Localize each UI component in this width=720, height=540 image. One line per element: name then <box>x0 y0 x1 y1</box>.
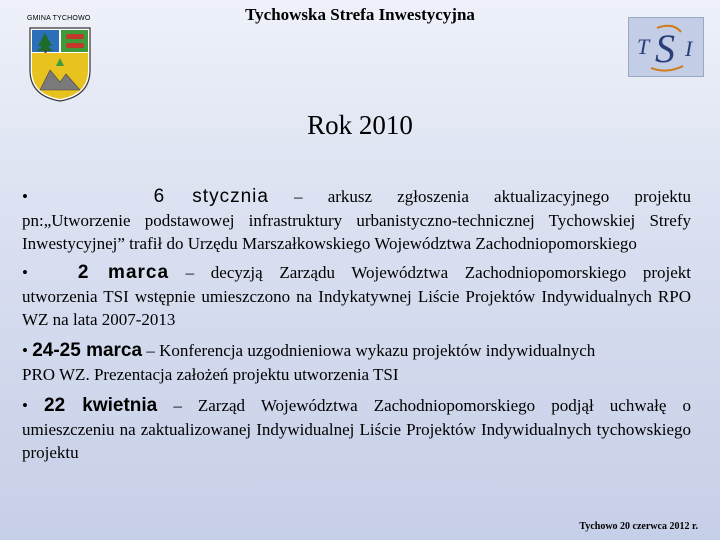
list-item <box>22 185 691 255</box>
gmina-label: GMINA TYCHOWO <box>27 15 91 22</box>
header-title: Tychowska Strefa Inwestycyjna <box>245 5 475 24</box>
item-date: 2 marca <box>77 262 170 283</box>
item-lead: – Zarząd Województwa Zachodniopomorskiego podjął uchwałę o <box>173 396 692 415</box>
slide-content <box>22 185 691 464</box>
item-text: umieszczeniu na zaktualizowanej Indywidualnej Liście Projektów Indywidualnych tychowskiego projektu <box>22 420 691 462</box>
bullet: • <box>22 396 28 415</box>
logo-letter-s: S <box>655 26 675 71</box>
list-item <box>22 339 691 386</box>
bullet: • <box>22 187 28 206</box>
item-text: pn:„Utworzenie podstawowej infrastruktury urbanistyczno-technicznej Tychowskiej Strefy Inwestycyjnej” trafił do Urzędu Marszałkowskiego Województwa Zachodniopomorskiego <box>22 211 691 253</box>
item-first-line <box>22 394 691 418</box>
item-date: 24-25 marca <box>32 340 143 361</box>
item-date: 6 stycznia <box>153 186 269 207</box>
item-first-line <box>22 185 691 209</box>
logo-letter-t: T <box>637 34 650 59</box>
item-first-line <box>22 339 691 363</box>
item-first-line <box>22 261 691 285</box>
slide-title: Rok 2010 <box>307 110 413 140</box>
coat-of-arms-icon <box>26 26 94 102</box>
bullet: • <box>22 341 28 360</box>
list-item <box>22 261 691 331</box>
item-lead: – Konferencja uzgodnieniowa wykazu projektów indywidualnych <box>146 341 596 360</box>
list-item <box>22 394 691 464</box>
tsi-logo-icon <box>628 17 704 77</box>
bullet: • <box>22 263 28 282</box>
item-text: PRO WZ. Prezentacja założeń projektu utworzenia TSI <box>22 365 399 384</box>
item-text: utworzenia TSI wstępnie umieszczono na Indykatywnej Liście Projektów Indywidualnych RPO WZ na lata 2007-2013 <box>22 287 691 329</box>
footer-date: Tychowo 20 czerwca 2012 r. <box>579 521 698 532</box>
item-lead: – arkusz zgłoszenia aktualizacyjnego projektu <box>294 187 691 206</box>
logo-letter-i: I <box>685 36 693 61</box>
item-date: 22 kwietnia <box>44 395 158 416</box>
item-lead: – decyzją Zarządu Województwa Zachodniopomorskiego projekt <box>185 263 692 282</box>
